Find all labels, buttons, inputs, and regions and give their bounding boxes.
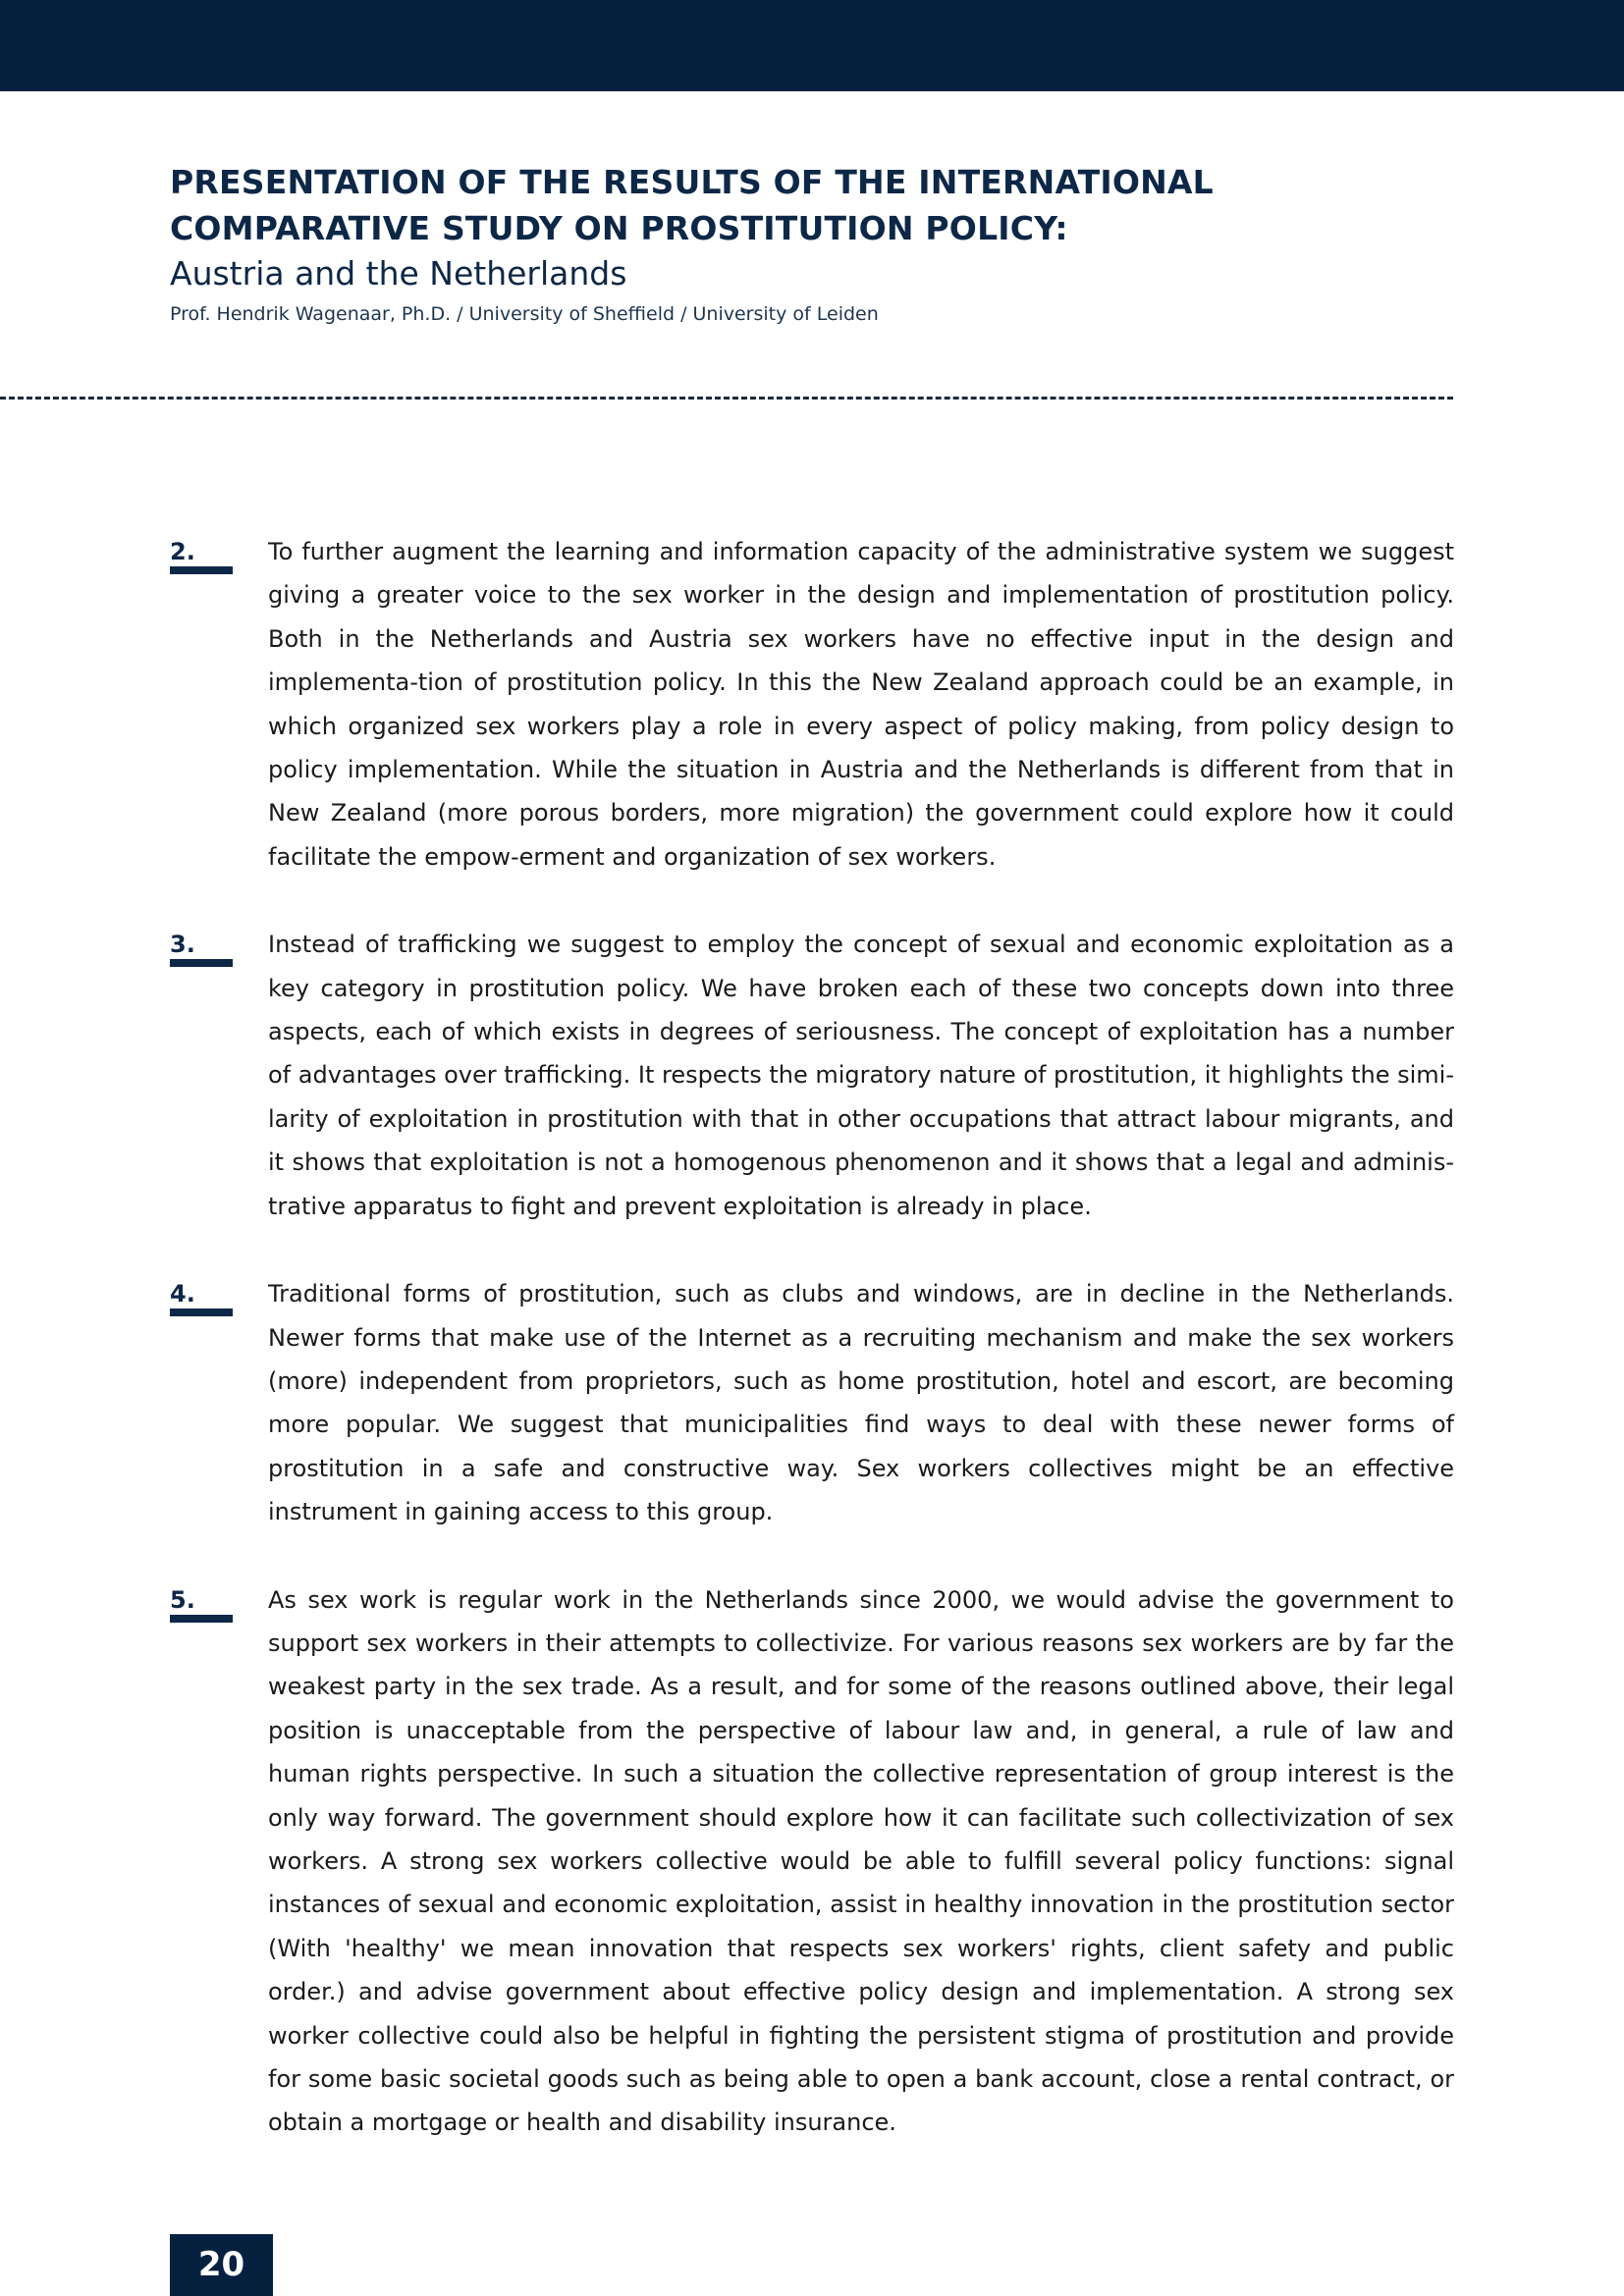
item-number-underline — [170, 1308, 233, 1316]
item-number-underline — [170, 1615, 233, 1623]
item-number: 4. — [170, 1280, 195, 1308]
recommendations-list — [170, 530, 1454, 2189]
item-text: Instead of trafficking we suggest to employ the concept of sexual and economic exploitation as a key category in prostitution policy. We have broken each of these two concepts down into three aspects, each of which exists in degrees of seriousness. The concept of exploitation has a number of advantages over trafficking. It respects the migratory nature of prostitution, it highlights the simi-larity of exploitation in prostitution with that in other occupations that attract labour migrants, and it shows that exploitation is not a homogenous phenomenon and it shows that a legal and adminis-trative apparatus to fight and prevent exploitation is already in place. — [268, 931, 1454, 1220]
item-number: 5. — [170, 1585, 195, 1614]
list-item — [170, 1578, 1454, 2145]
title-line-1: PRESENTATION OF THE RESULTS OF THE INTERNATIONAL — [170, 163, 1214, 201]
dashed-divider — [0, 397, 1453, 400]
list-item — [170, 530, 1454, 879]
item-text: To further augment the learning and information capacity of the administrative system we suggest giving a greater voice to the sex worker in the design and implementation of prostitution policy. Both in the Netherlands and Austria sex workers have no effective input in the design and implementa-tion of prostitution policy. In this the New Zealand approach could be an example, in which organized sex workers play a role in every aspect of policy making, from policy design to policy implementation. While the situation in Austria and the Netherlands is different from that in New Zealand (more porous borders, more migration) the government could explore how it could facilitate the empow-erment and organization of sex workers. — [268, 538, 1454, 871]
page-number: 20 — [170, 2234, 273, 2296]
item-number: 3. — [170, 931, 195, 959]
list-item — [170, 1272, 1454, 1533]
title-line-2: COMPARATIVE STUDY ON PROSTITUTION POLICY: — [170, 209, 1068, 247]
subtitle: Austria and the Netherlands — [170, 254, 627, 293]
item-number: 2. — [170, 538, 195, 565]
top-banner — [0, 0, 1624, 91]
item-number-underline — [170, 959, 233, 967]
item-number-underline — [170, 566, 233, 574]
item-text: Traditional forms of prostitution, such as clubs and windows, are in decline in the Netherlands. Newer forms that make use of the Internet as a recruiting mechanism and make the sex workers (more) independent from proprietors, such as home prostitution, hotel and escort, are becoming more popular. We suggest that municipalities find ways to deal with these newer forms of prostitution in a safe and constructive way. Sex workers collectives might be an effective instrument in gaining access to this group. — [268, 1280, 1454, 1526]
item-text: As sex work is regular work in the Netherlands since 2000, we would advise the government to support sex workers in their attempts to collectivize. For various reasons sex workers are by far the weakest party in the sex trade. As a result, and for some of the reasons outlined above, their legal position is unacceptable from the perspective of labour law and, in general, a rule of law and human rights perspective. In such a situation the collective representation of group interest is the only way forward. The government should explore how it can facilitate such collectivization of sex workers. A strong sex workers collective would be able to fulfill several policy functions: signal instances of sexual and economic exploitation, assist in healthy innovation in the prostitution sector (With 'healthy' we mean innovation that respects sex workers' rights, client safety and public order.) and advise government about effective policy design and implementation. A strong sex worker collective could also be helpful in fighting the persistent stigma of prostitution and provide for some basic societal goods such as being able to open a bank account, close a rental contract, or obtain a mortgage or health and disability insurance. — [268, 1585, 1454, 2137]
list-item — [170, 923, 1454, 1228]
author-line: Prof. Hendrik Wagenaar, Ph.D. / University of Sheffield / University of Leiden — [170, 303, 879, 325]
document-header — [170, 159, 1446, 328]
